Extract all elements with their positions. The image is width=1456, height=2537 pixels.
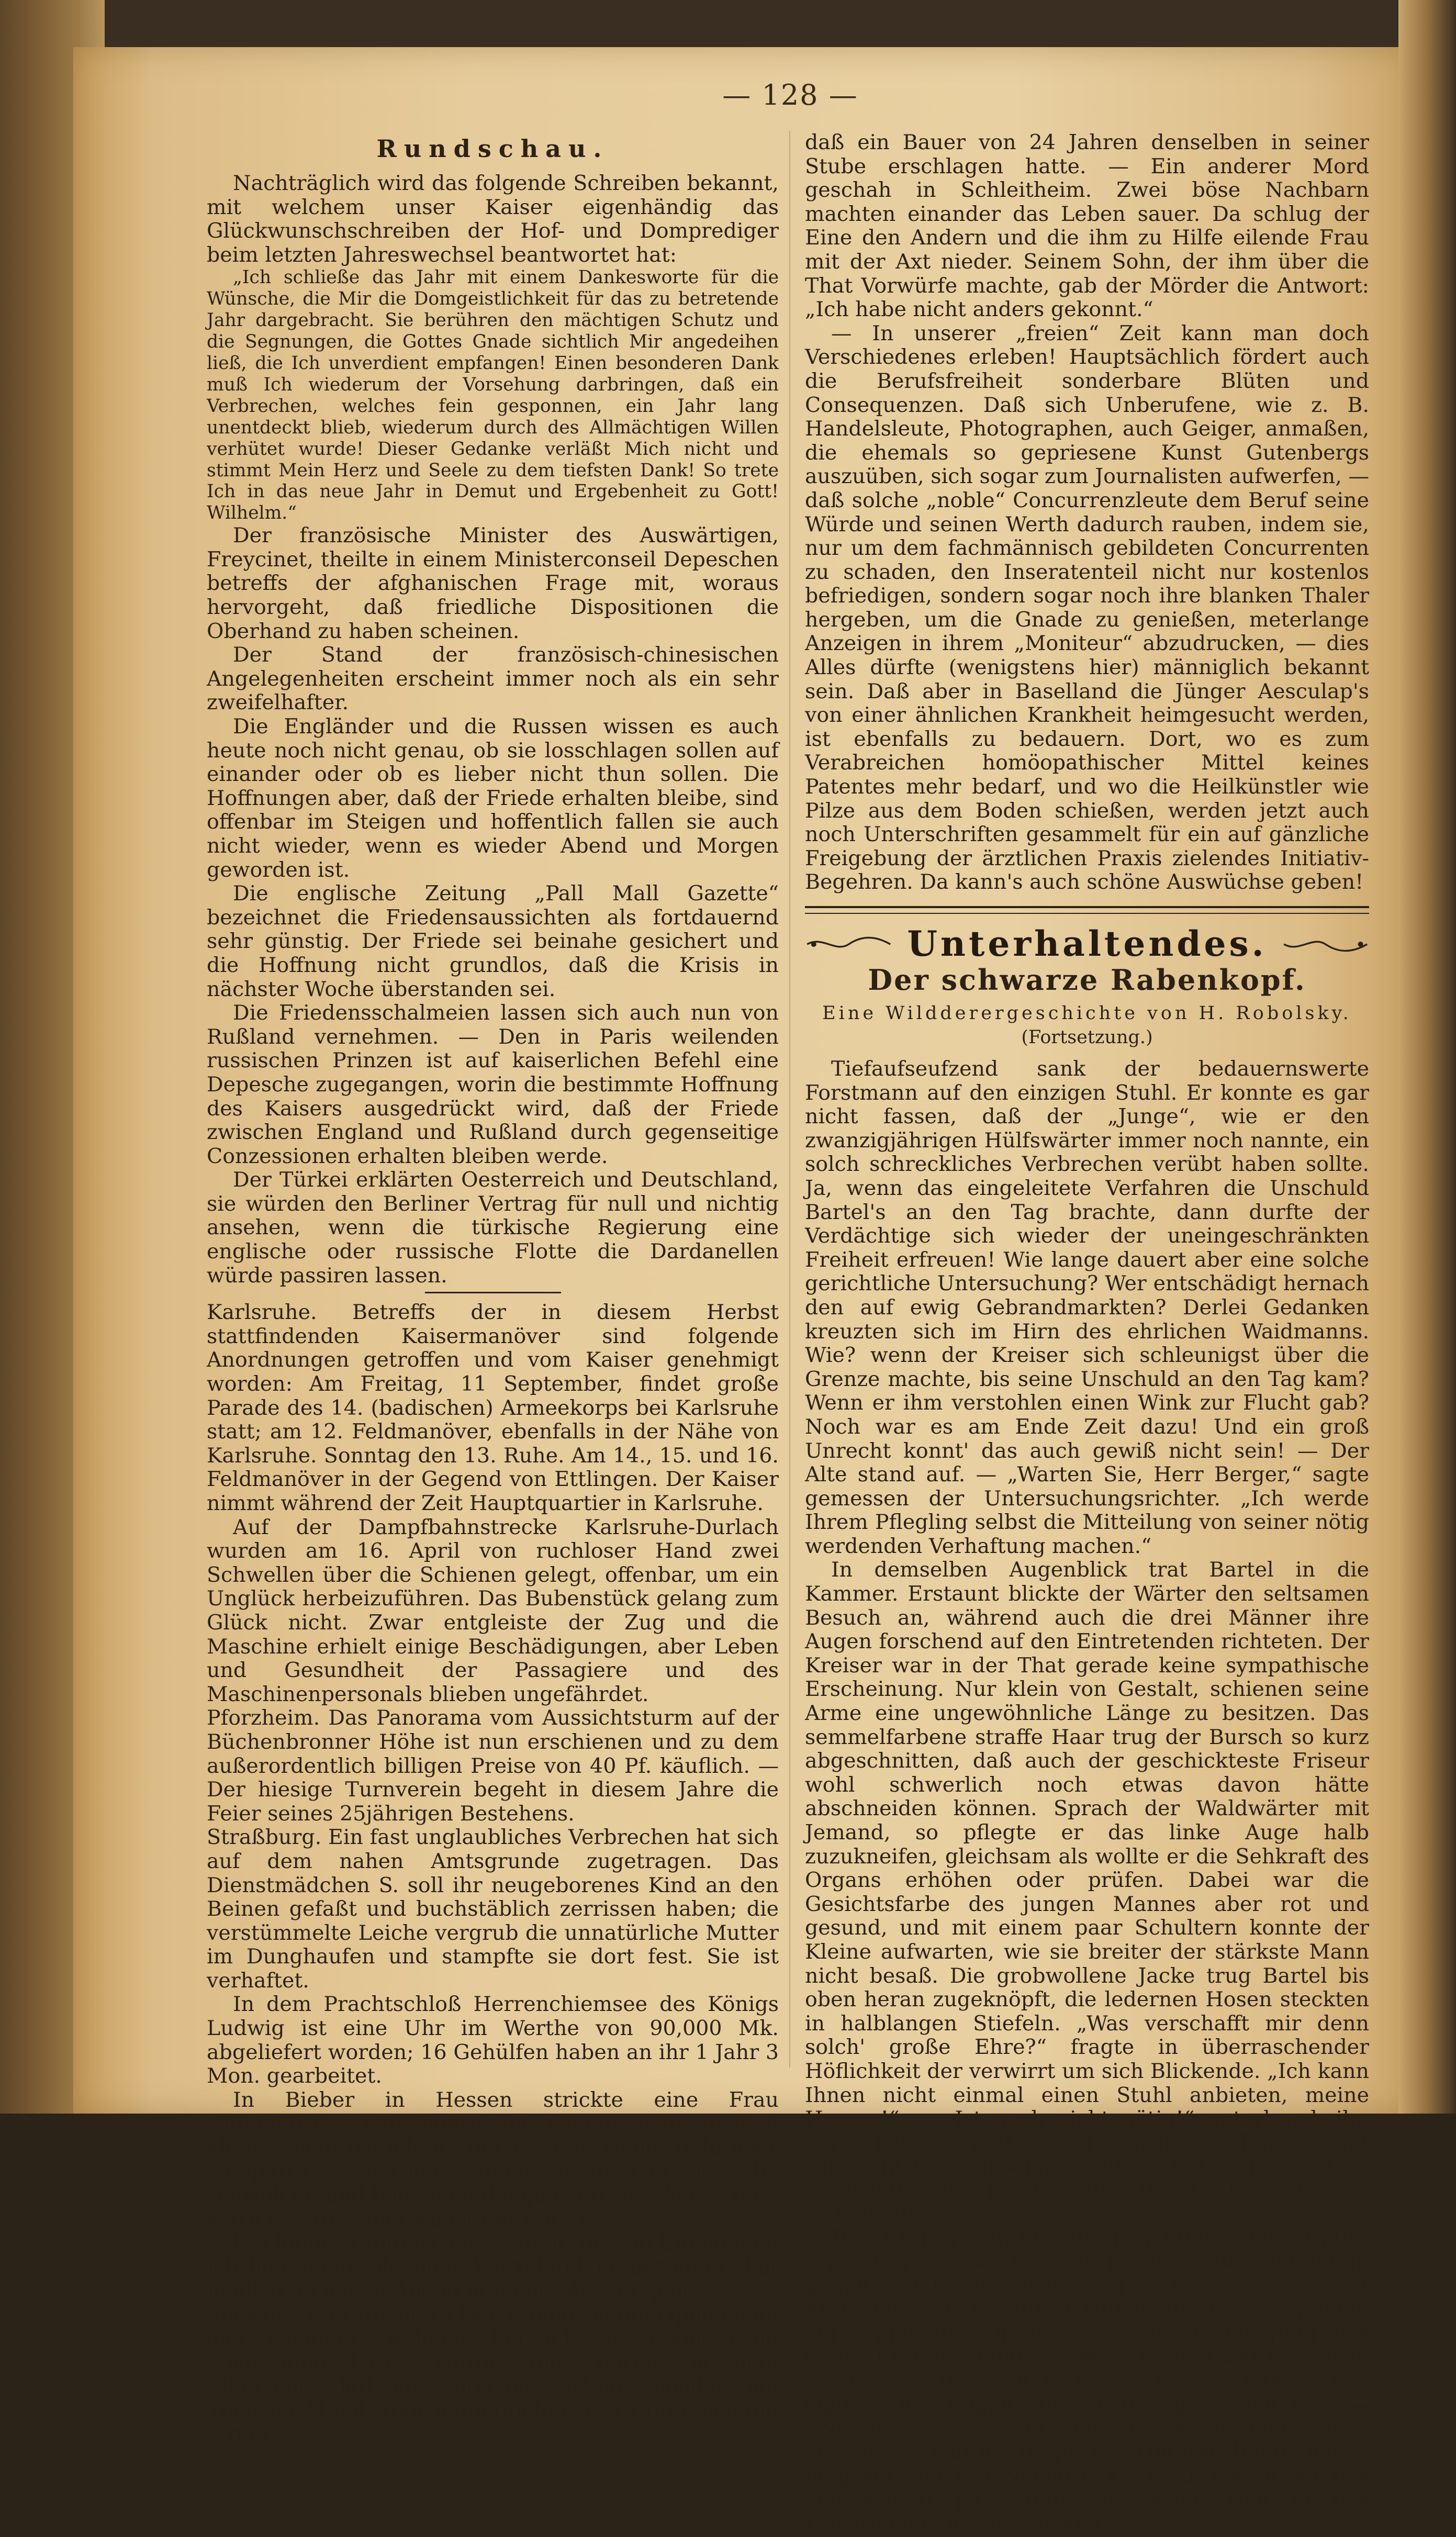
- article-franzoesisch-chinesisch: Der Stand der französisch-chinesischen Angelegenheiten erscheint immer noch als ein sehr zweifelhafter.: [207, 643, 779, 715]
- section-title: Unterhaltendes.: [907, 923, 1267, 965]
- page-number: — 128 —: [722, 79, 858, 111]
- article-strassburg: Straßburg. Ein fast unglaubliches Verbrechen hat sich auf dem nahen Amtsgrunde zugetragen. Das Dienstmädchen S. soll ihr neugeborenes Kind an den Beinen gefaßt und buchstäblich zerrissen haben; die verstümmelte Leiche vergrub die unnatürliche Mutter im Dunghaufen und stampfte sie dort fest. Sie ist verhaftet.: [207, 1825, 779, 1993]
- article-pforzheim: Pforzheim. Das Panorama vom Aussichtsturm auf der Büchenbronner Höhe ist nun erschienen und zu dem außerordentlich billigen Preise von 40 Pf. käuflich. — Der hiesige Turnverein begeht in diesem Jahre die Feier seines 25jährigen Bestehens.: [207, 1706, 779, 1826]
- article-schleitheim: daß ein Bauer von 24 Jahren denselben in seiner Stube erschlagen hatte. — Ein anderer Mord geschah in Schleitheim. Zwei böse Nachbarn machten einander das Leben sauer. Da schlug der Eine den Andern und die ihm zu Hilfe eilende Frau mit der Axt nieder. Seinem Sohn, der ihm über die That Vorwürfe machte, gab der Mörder die Antwort: „Ich habe nicht anders gekonnt.“: [805, 130, 1369, 322]
- flourish-left-ornament: [805, 934, 892, 955]
- story-title: Der schwarze Rabenkopf.: [868, 963, 1306, 997]
- right-column: [805, 131, 1369, 2537]
- article-frankreich: Der französische Minister des Auswärtigen, Freycinet, theilte in einem Ministerconseil Depeschen betreffs der afghanischen Frage mit, woraus hervorgeht, daß friedliche Dispositionen die Oberhand zu haben scheinen.: [207, 523, 779, 643]
- story-subtitle: Eine Wildderergeschichte von H. Robolsky.: [822, 1003, 1352, 1024]
- story-continuation-note: (Fortsetzung.): [1021, 1027, 1153, 1048]
- rundschau-heading: Rundschau.: [376, 135, 609, 163]
- column-divider: [789, 131, 790, 2067]
- flourish-right-ornament: [1282, 934, 1369, 955]
- article-herrenchiemsee: In dem Prachtschloß Herrenchiemsee des Königs Ludwig ist eine Uhr im Werthe von 90,000 Mk. abgeliefert worden; 16 Gehülfen haben an ihr 1 Jahr 3 Mon. gearbeitet.: [207, 1992, 779, 2088]
- article-englaender-russen: Die Engländer und die Russen wissen es auch heute noch nicht genau, ob sie losschlagen sollen auf einander oder ob es lieber nicht thun sollen. Die Hoffnungen aber, daß der Friede erhalten bleibe, sind offenbar im Steigen und hoffentlich fallen sie auch nicht wieder, wenn es wieder Abend und Morgen geworden ist.: [207, 714, 779, 882]
- section-unterhaltendes: [805, 923, 1369, 965]
- story-paragraph: Des Kreisers Antlitz überflog dunkle Purpurglut. „Wer wagt es, solch' niederträchtige Beschuldigung gegen mich auszusprechen?“ begehrte er mit drohender Stimme auf. „Glauben die Herren, weil ich ein armer Bursch bin, mir jede Beleidigung in's Gesicht sagen zu dürfen? Mein Freund war Dornbach nicht; aber dennoch bedauere ich es, daß er das Opfer eines feigen Hinterhaltes geworden ist.“ — „Wissen Sie es denn, daß der Mann meuchlings erschossen wurde? fragte der Untersuchungsrichter langsam und voll Nachdruck. „Doch lassen wir das einstweilen! Jetzt thun Sie wohl, sich in das Unvermeidliche zu schicken: [805, 2226, 1369, 2537]
- article-pall-mall-gazette: Die englische Zeitung „Pall Mall Gazette“ bezeichnet die Friedensaussichten als fortdauernd sehr günstig. Der Friede sei beinahe gesichert und die Hoffnung nicht grundlos, daß die Krisis in nächster Woche überstanden sei.: [207, 881, 779, 1001]
- article-karlsruhe-durlach: Auf der Dampfbahnstrecke Karlsruhe-Durlach wurden am 16. April von ruchloser Hand zwei Schwellen über die Schienen gelegt, offenbar, um ein Unglück herbeizuführen. Das Bubenstück gelang zum Glück nicht. Zwar entgleiste der Zug und die Maschine erhielt einige Beschädigungen, aber Leben und Gesundheit der Passagiere und des Maschinenpersonals blieben ungefährdet.: [207, 1515, 779, 1706]
- article-kaiser-intro: Nachträglich wird das folgende Schreiben bekannt, mit welchem unser Kaiser eigenhändig das Glückwunschschreiben der Hof- und Domprediger beim letzten Jahreswechsel beantwortet hat:: [207, 171, 779, 267]
- article-schweiz: Schweiz. (Verbrechen.) Der Handelsmann Oppenheim aus Lengnau, welcher kürzlich in Stadel Geld eingezogen hatte, wurde Tags darauf in dem Flüßchen Glatt mit zerschmettertem Schädel, ein Tuch im Mund, todt aufgefunden. Die Untersuchung ergab,: [207, 2303, 779, 2446]
- double-rule: [805, 906, 1369, 914]
- article-karlsruhe: Karlsruhe. Betreffs der in diesem Herbst stattfindenden Kaisermanöver sind folgende Anordnungen getroffen und vom Kaiser genehmigt worden: Am Freitag, 11 September, findet große Parade des 14. (badischen) Armeekorps bei Karlsruhe statt; am 12. Feldmanöver, ebenfalls in der Nähe von Karlsruhe. Sonntag den 13. Ruhe. Am 14., 15. und 16. Feldmanöver in der Gegend von Ettlingen. Der Kaiser nimmt während der Zeit Hauptquartier in Karlsruhe.: [207, 1300, 779, 1515]
- article-tuerkei: Der Türkei erklärten Oesterreich und Deutschland, sie würden den Berliner Vertrag für null und nichtig ansehen, wenn die türkische Regierung eine englische oder russische Flotte die Dardanellen würde passiren lassen.: [207, 1168, 779, 1288]
- story-paragraph: Tiefaufseufzend sank der bedauernswerte Forstmann auf den einzigen Stuhl. Er konnte es gar nicht fassen, daß der „Junge“, wie er den zwanzigjährigen Hülfswärter immer noch nannte, ein solch schreckliches Verbrechen verübt haben sollte. Ja, wenn das eingeleitete Verfahren die Unschuld Bartel's an den Tag brachte, dann durfte der Verdächtige sich wieder der uneingeschränkten Freiheit erfreuen! Wie lange dauert aber eine solche gerichtliche Untersuchung? Wer entschädigt hernach den auf ewig Gebrandmarkten? Derlei Gedanken kreuzten sich im Hirn des ehrlichen Waidmanns. Wie? wenn der Kreiser sich schleunigst über die Grenze machte, bis seine Unschuld an den Tag kam? Wenn er ihm verstohlen einen Wink zur Flucht gab? Noch war es am Ende Zeit dazu! Und ein groß Unrecht konnt' das auch gewiß nicht sein! — Der Alte stand auf. — „Warten Sie, Herr Berger,“ sagte gemessen der Untersuchungsrichter. „Ich werde Ihrem Pflegling selbst die Mitteilung von seiner nötig werdenden Verhaftung machen.“: [805, 1057, 1369, 1558]
- article-kaiser-quote: „Ich schließe das Jahr mit einem Dankesworte für die Wünsche, die Mir die Domgeistlichkeit für das zu betretende Jahr dargebracht. Sie berühren den mächtigen Schutz und die Segnungen, die Gottes Gnade sichtlich Mir angedeihen ließ, die Ich unverdient empfangen! Einen besonderen Dank muß Ich wiederum der Vorsehung darbringen, daß ein Verbrechen, welches fein gesponnen, ein Jahr lang unentdeckt blieb, wiederum durch des Allmächtigen Willen verhütet wurde! Dieser Gedanke verläßt Mich nicht und stimmt Mein Herz und Seele zu dem tiefsten Dank! So trete Ich in das neue Jahr in Demut und Ergebenheit zu Gott! Wilhelm.“: [207, 267, 779, 524]
- article-berufsfreiheit: — In unserer „freien“ Zeit kann man doch Verschiedenes erleben! Hauptsächlich fördert auch die Berufsfreiheit sonderbare Blüten und Consequenzen. Daß sich Unberufene, wie z. B. Handelsleute, Photographen, auch Geiger, anmaßen, die ehemals so gepriesene Kunst Gutenbergs auszuüben, sich sogar zum Journalisten aufwerfen, — daß solche „noble“ Concurrenzleute dem Beruf seine Würde und seinen Werth dadurch rauben, indem sie, nur um dem fachmännisch gebildeten Concurrenten zu schaden, den Inseratenteil nicht nur kostenlos befriedigen, sondern sogar noch ihre blanken Thaler hergeben, um die Gnade zu genießen, meterlange Anzeigen in ihrem „Moniteur“ abzudrucken, — dies Alles dürfte (wenigstens hier) männiglich bekannt sein. Daß aber in Baselland die Jünger Aesculap's von einer ähnlichen Krankheit heimgesucht werden, ist ebenfalls zu bedauern. Dort, wo es zum Verabreichen homöopathischer Mittel keines Patentes mehr bedarf, und wo die Heilkünstler wie Pilze aus dem Boden schießen, werden jetzt auch noch Unterschriften gesammelt für ein auf gänzliche Freigebung der ärztlichen Praxis zielendes Initiativ-Begehren. Da kann's auch schöne Auswüchse geben!: [805, 321, 1369, 895]
- left-column: [207, 131, 779, 2446]
- article-russland: Die Friedensschalmeien lassen sich auch nun von Rußland vernehmen. — Den in Paris weilenden russischen Prinzen ist auf kaiserlichen Befehl eine Depesche zugegangen, worin die bestimmte Hoffnung des Kaisers ausgedrückt wird, daß der Friede zwischen England und Rußland durch gegenseitige Conzessionen erhalten bleiben werde.: [207, 1001, 779, 1168]
- section-rule: [425, 1292, 561, 1293]
- article-magnat: Ein junger preußischer Magnat, dessen Einnahmen jährlich mehr als eine Viertelmillion betragen, hat neulich an einem Abend 800,000 Mk. verspielt.: [207, 2231, 779, 2303]
- page-edge: [1398, 0, 1456, 2114]
- article-bieber: In Bieber in Hessen strickte eine Frau rothgefärbtes Wollengarn und dachte nicht an eine kleine Schnittwunde an der rechten Hand. Bald aber verspürte sie heftige Schmerzen im Arm, derselbe schwoll an und bald auch die ganze Brust. Am 5. Tage starb sie trotz aller Kunst der Aerzte.: [207, 2087, 779, 2231]
- story-paragraph: In demselben Augenblick trat Bartel in die Kammer. Erstaunt blickte der Wärter den seltsamen Besuch an, während auch die drei Männer ihre Augen forschend auf den Eintretenden richteten. Der Kreiser war in der That gerade keine sympathische Erscheinung. Nur klein von Gestalt, schienen seine Arme eine ungewöhnliche Länge zu besitzen. Das semmelfarbene straffe Haar trug der Bursch so kurz abgeschnitten, daß auch der geschickteste Friseur wohl schwerlich noch etwas davon hätte abschneiden können. Sprach der Waldwärter mit Jemand, so pflegte er das linke Auge halb zuzukneifen, gleichsam als wollte er die Sehkraft des Organs erhöhen oder prüfen. Dabei war die Gesichtsfarbe des jungen Mannes aber rot und gesund, und mit einem paar Schultern konnte der Kleine aufwarten, wie sie breiter der stärkste Mann nicht besaß. Die grobwollene Jacke trug Bartel bis oben heran zugeknöpft, die ledernen Hosen steckten in halblangen Stiefeln. „Was verschafft mir denn solch' große Ehre?“ fragte in überraschender Höflichkeit der verwirrt um sich Blickende. „Ich kann Ihnen nicht einmal einen Stuhl anbieten, meine Herren!“ — „Ist auch nicht nötig!“ unterbrach ihn der Polizeianwalt, den artigen Ton damit rücksichtslos abschneidend. „Sie sind stark verdächtig, den Forstgehilfen Dornbach erschossen zu haben!“: [805, 1558, 1369, 2227]
